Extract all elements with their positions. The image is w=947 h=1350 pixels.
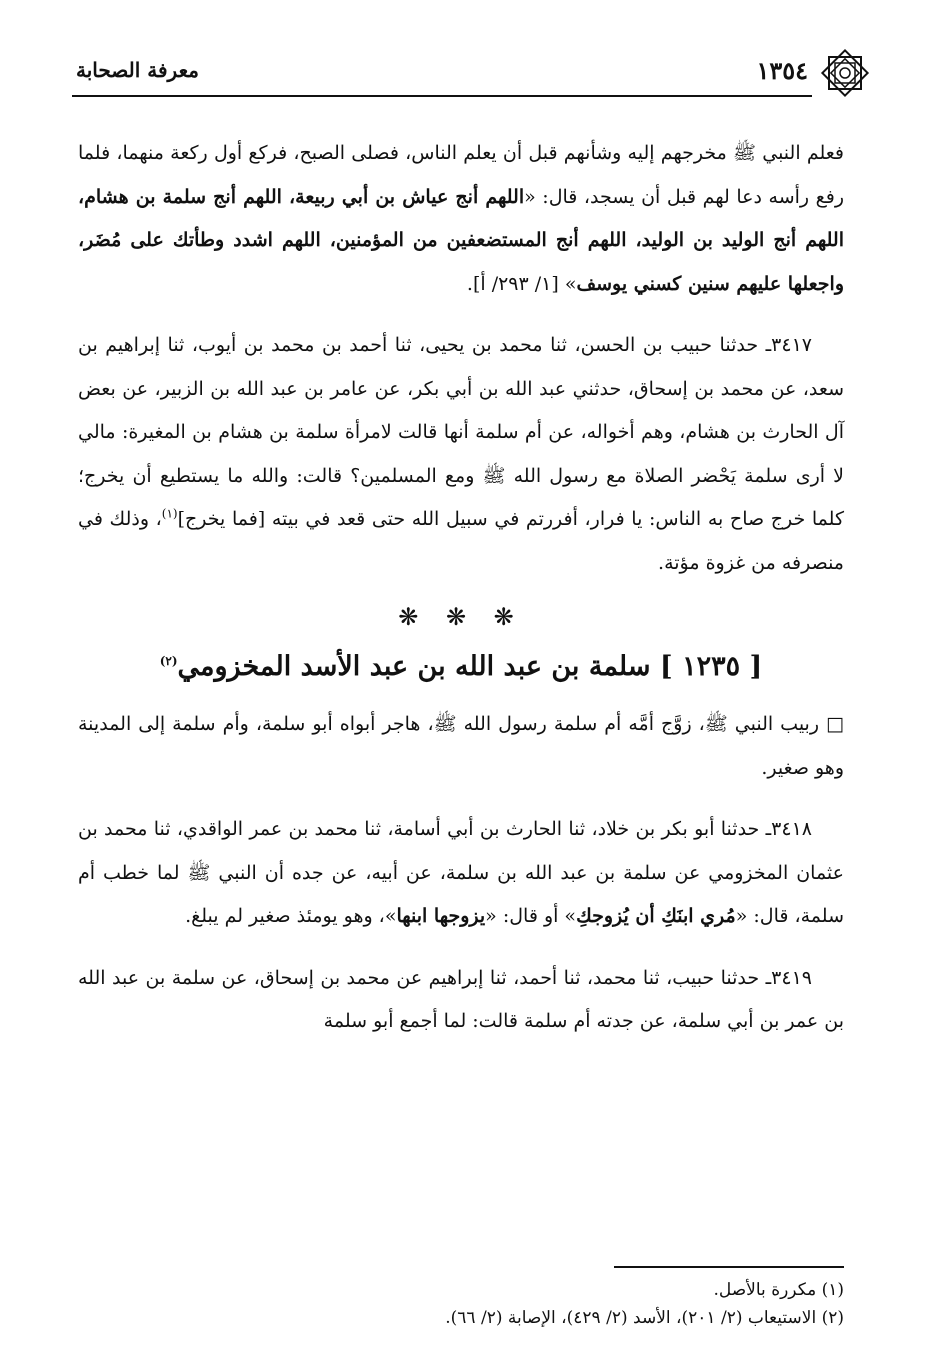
footnote-1: (١) مكررة بالأصل. <box>713 1280 844 1300</box>
supplication-text: اللهم أنج عياش بن أبي ربيعة، اللهم أنج سلمة بن هشام، اللهم أنج الوليد بن الوليد، اللهم أنج المستضعفين من المؤمنين، اللهم اشدد وطأتك على مُضَر، واجعلها عليهم سنين كسني يوسف <box>78 185 844 295</box>
paragraph-continued <box>78 132 844 306</box>
page-header <box>72 40 872 98</box>
star-ornament-icon <box>818 46 872 100</box>
hadith-3419: ٣٤١٩ـ حدثنا حبيب، ثنا محمد، ثنا أحمد، ثنا إبراهيم عن محمد بن إسحاق، عن سلمة بن عبد الله بن عمر بن أبي سلمة، عن جدته أم سلمة قالت: لما أجمع أبو سلمة <box>78 966 844 1032</box>
hadith-3418 <box>78 808 844 939</box>
footnote-ref-2: (٢) <box>159 654 178 668</box>
footnote-divider <box>614 1266 844 1268</box>
heading-text: [ ١٢٣٥ ] سلمة بن عبد الله بن عبد الأسد المخزومي <box>177 651 763 682</box>
paragraph-text-end: » [١/ ٢٩٣/ أ]. <box>466 272 577 295</box>
hadith-text: ٣٤١٧ـ حدثنا حبيب بن الحسن، ثنا محمد بن يحيى، ثنا أحمد بن محمد بن أيوب، ثنا إبراهيم بن سعد، عن محمد بن إسحاق، حدثني عبد الله بن أبي بكر، عن عامر بن عبد الله بن الزبير، عن بعض آل الحارث بن هشام، وهم أخواله، عن أم سلمة أنها قالت لامرأة سلمة بن هشام بن المغيرة: مالي لا أرى سلمة يَحْضر الصلاة مع رسول الله ﷺ ومع المسلمين؟ قالت: والله ما يستطيع أن يخرج؛ كلما خرج صاح به الناس: يا فرار، أفررتم في سبيل الله حتى قعد في بيته [فما يخرج] <box>78 334 844 530</box>
hadith-text-end: ، وذلك في منصرفه من غزوة مؤتة. <box>78 508 844 574</box>
header-divider <box>72 95 812 97</box>
quote-text-2: يزوجها ابنها <box>396 905 486 927</box>
page-number: ١٣٥٤ <box>756 56 808 85</box>
footnote-ref-1: (١) <box>161 506 178 521</box>
footnotes <box>78 1276 844 1332</box>
hadith-text-end: »، وهو يومئذ صغير لم يبلغ. <box>185 905 397 927</box>
section-separator: ❋ ❋ ❋ <box>398 603 524 631</box>
quote-text: مُري ابنَكِ أن يُزوجكِ <box>576 905 736 927</box>
hadith-text-mid: » أو قال: « <box>485 905 577 927</box>
footnote-2: (٢) الاستيعاب (٢/ ٢٠١)، الأسد (٢/ ٤٢٩)، الإصابة (٢/ ٦٦). <box>445 1308 844 1328</box>
hadith-text: ٣٤١٨ـ حدثنا أبو بكر بن خلاد، ثنا الحارث بن أبي أسامة، ثنا محمد بن عمر الواقدي، ثنا محمد بن عثمان المخزومي عن سلمة بن عبد الله بن سلمة، عن أبيه، عن جده أن النبي ﷺ لما خطب أم سلمة، قال: « <box>78 818 844 927</box>
biography-intro: □ ربيب النبي ﷺ، زوَّج أمَّه أم سلمة رسول الله ﷺ، هاجر أبواه أبو سلمة، وأم سلمة إلى المدينة وهو صغير. <box>78 713 844 779</box>
hadith-3417 <box>78 324 844 585</box>
running-title: معرفة الصحابة <box>76 58 199 82</box>
section-heading <box>78 645 844 689</box>
page-body <box>78 132 844 1062</box>
paragraph-text: فعلم النبي ﷺ مخرجهم إليه وشأنهم قبل أن يعلم الناس، فصلى الصبح، فركع أول ركعة منهما، فلما رفع رأسه دعا لهم قبل أن يسجد، قال: « <box>78 142 844 208</box>
book-page <box>72 40 872 1330</box>
